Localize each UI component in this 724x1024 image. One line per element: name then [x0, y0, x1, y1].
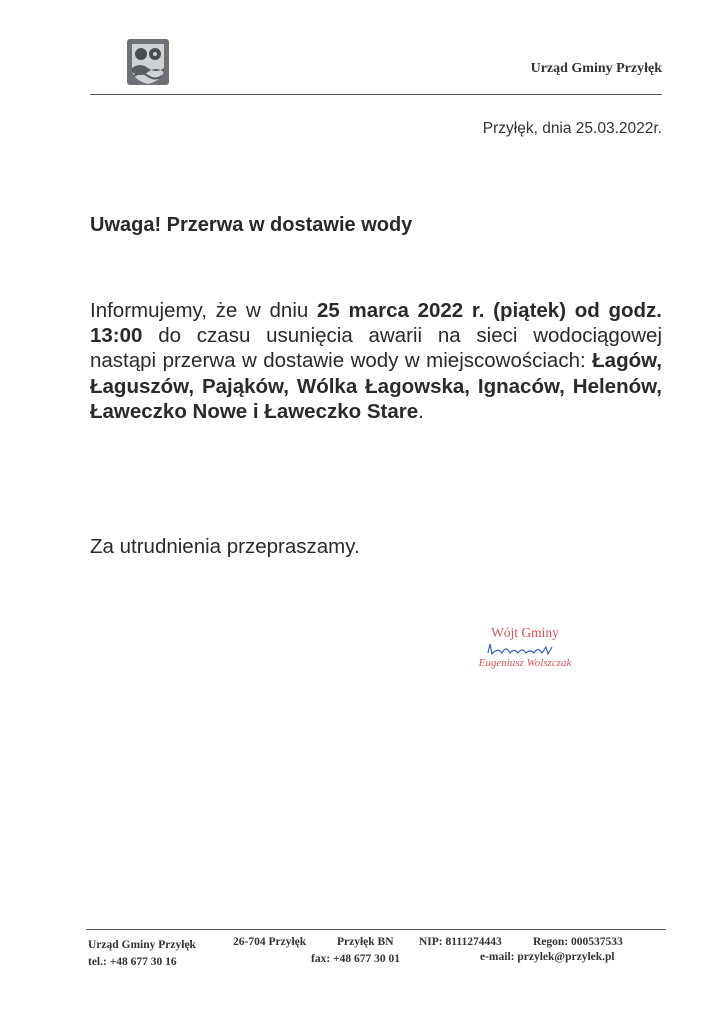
body-date-time: 25 marca 2022 r. (piątek) od godz. 13:00: [90, 299, 662, 348]
header-divider: [90, 94, 662, 95]
footer-nip: NIP: 8111274443: [419, 936, 502, 948]
body-text-3: .: [418, 399, 424, 423]
footer-fax: fax: +48 677 30 01: [311, 953, 400, 965]
signatory-name: Eugeniusz Wolszczak: [478, 657, 572, 669]
signature-block: [440, 625, 610, 669]
notice-body: [90, 298, 662, 424]
signature-title: Wójt Gminy: [491, 625, 559, 640]
footer-phone: tel.: +48 677 30 16: [88, 956, 177, 968]
footer-town: Przyłęk BN: [337, 936, 394, 948]
footer-postal-code: 26-704 Przyłęk: [233, 936, 307, 948]
office-name: Urząd Gminy Przyłęk: [530, 61, 662, 76]
footer-office-name: Urząd Gminy Przyłęk: [88, 939, 196, 951]
body-localities: Łagów, Łaguszów, Pająków, Wólka Łagowska, Ignaców, Helenów, Ławeczko Nowe i Ławeczko Stare: [90, 349, 662, 423]
body-text-1: Informujemy, że w dniu: [90, 299, 317, 322]
body-text-2: do czasu usunięcia awarii na sieci wodociągowej nastąpi przerwa w dostawie wody w miejscowościach:: [90, 324, 662, 373]
coat-of-arms-logo: [126, 38, 170, 86]
date-line: Przyłęk, dnia 25.03.2022r.: [482, 120, 662, 137]
notice-title: Uwaga! Przerwa w dostawie wody: [90, 214, 413, 236]
footer-email: e-mail: przylek@przylek.pl: [480, 951, 615, 963]
footer-divider: [86, 929, 666, 930]
apology-line: Za utrudnienia przepraszamy.: [90, 535, 360, 558]
footer-regon: Regon: 000537533: [533, 936, 623, 948]
